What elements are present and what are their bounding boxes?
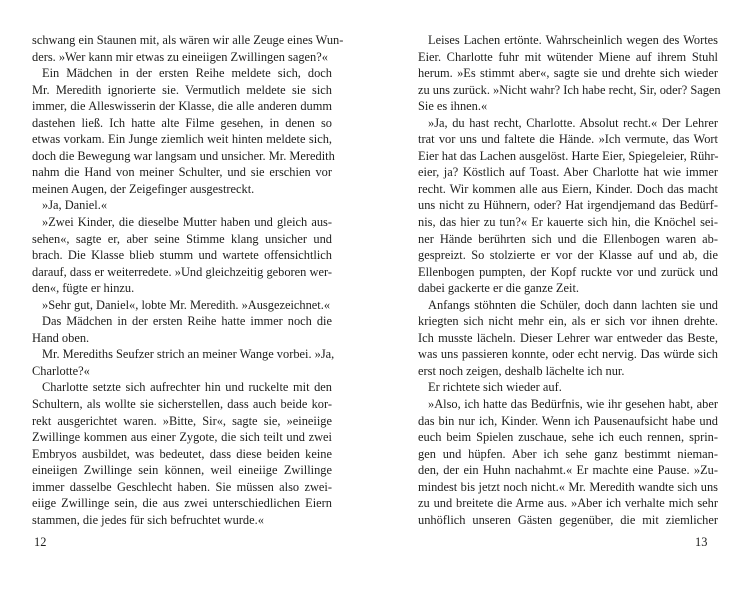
text-line: dastehen ließ. Ich hatte alte Filme gesehen, in denen so	[32, 115, 332, 130]
text-line: brach. Die Klasse blieb stumm und wartete offensichtlich	[32, 248, 332, 263]
text-line: darauf, dass er weiterredete. »Und gleichzeitig geboren wer-	[32, 264, 332, 279]
text-line: trat vor uns und faltete die Hände. »Ich vermute, das Wort	[418, 132, 718, 147]
text-line: eiige Zwillinge sein, die aus zwei unterschiedlichen Eiern	[32, 496, 332, 511]
text-line: sehen«, sagte er, aber seine Stimme klang unsicher und	[32, 231, 332, 246]
text-line: herum. »Es stimmt aber«, sagte sie und drehte sich wieder	[418, 66, 718, 81]
text-line: rekt ausgerichtet waren. »Bitte, Sir«, sagte sie, »eineiige	[32, 413, 332, 428]
text-line: kriegten sich nicht mehr ein, als er sich vor ihnen drehte.	[418, 314, 718, 329]
text-line: »Also, ich hatte das Bedürfnis, wie ihr gesehen habt, aber	[428, 397, 718, 412]
left-page-number: 12	[34, 535, 47, 549]
text-line: Eier. Charlotte fuhr mit wütender Miene auf ihrem Stuhl	[418, 49, 718, 64]
text-line: doch die Bewegung war langsam und unsicher. Mr. Meredith	[32, 148, 335, 163]
text-line: Das Mädchen in der ersten Reihe hatte immer noch die	[42, 314, 332, 329]
text-line: erst noch zeigen, deshalb lächelte ich nur.	[418, 363, 625, 378]
text-line: stammen, die jedes für sich befruchtet wurde.«	[32, 512, 264, 527]
text-line: eier, ja? Köstlich auf Toast. Aber Charlotte hat wie immer	[418, 165, 718, 180]
text-line: Ich musste lächeln. Dieser Lehrer war entweder das Beste,	[418, 330, 718, 345]
right-page-text	[418, 32, 721, 528]
text-line: Leises Lachen ertönte. Wahrscheinlich wegen des Wortes	[428, 33, 718, 47]
right-page	[375, 0, 750, 598]
text-line: dabei gackerte er die ganze Zeit.	[418, 281, 579, 296]
text-line: Eier hat das Lachen ausgelöst. Harte Eier, Spiegeleier, Rühr-	[418, 148, 719, 163]
text-line: »Ja, du hast recht, Charlotte. Absolut recht.« Der Lehrer	[428, 115, 718, 130]
text-line: was uns passieren konnte, oder echt nervig. Das würde sich	[418, 347, 718, 362]
text-line: ner Hände berührten sich und die Ellenbogen waren ab-	[418, 231, 718, 246]
text-line: ders. »Wer kann mir etwas zu eineiigen Zwillingen sagen?«	[32, 49, 328, 64]
text-line: zu uns zurück. »Nicht wahr? Ich habe recht, Sir, oder? Sagen	[418, 82, 721, 97]
text-line: »Ja, Daniel.«	[42, 198, 108, 213]
text-line: Er richtete sich wieder auf.	[428, 380, 562, 395]
text-line: nis, das hier zu tun?« Er kauerte sich hin, die Knöchel sei-	[418, 215, 718, 230]
text-line: Charlotte?«	[32, 363, 90, 378]
text-line: immer, die Alleswisserin der Klasse, die alle anderen dumm	[32, 99, 332, 114]
text-line: Mr. Meredith ignorierte sie. Vermutlich meldete sie sich	[32, 82, 332, 97]
text-line: nahm die Hand von meiner Schulter, und sie erschien vor	[32, 165, 332, 180]
text-line: Mr. Merediths Seufzer strich an meiner Wange vorbei. »Ja,	[42, 347, 335, 362]
text-line: mindest bis jetzt noch nicht.« Mr. Meredith wandte sich uns	[418, 479, 718, 494]
text-line: das bin nur ich, Kinder. Wenn ich Pausenaufsicht habe und	[418, 413, 718, 428]
text-line: den, der ein Huhn nachahmt.« Er machte eine Pause. »Zu-	[418, 463, 718, 478]
text-line: gen und hüpfen. Aber ich sehe ganz bestimmt nieman-	[418, 446, 718, 461]
text-line: euch beim Spielen zuschaue, sehe ich euch rennen, sprin-	[418, 430, 718, 445]
text-line: schwang ein Staunen mit, als wären wir alle Zeuge eines Wun-	[32, 33, 344, 47]
text-line: Sie es ihnen.«	[418, 99, 488, 114]
text-line: gespreizt. So stolzierte er vor der Klasse auf und ab, die	[418, 248, 718, 263]
text-line: »Sehr gut, Daniel«, lobte Mr. Meredith. »Ausgezeichnet.«	[42, 297, 331, 312]
text-line: immer dasselbe Geschlecht haben. Sie müssen also zwei-	[32, 479, 332, 494]
text-line: eineiigen Zwillinge sein können, weil eineiige Zwillinge	[32, 463, 332, 478]
text-line: uns nicht zu Hühnern, oder? Hat irgendjemand das Bedürf-	[418, 198, 718, 213]
text-line: etwas vorkam. Ein Junge ziemlich weit hinten meldete sich,	[32, 132, 332, 147]
text-line: zu und breitete die Arme aus. »Aber ich verhalte mich sehr	[418, 496, 718, 511]
text-line: Hand oben.	[32, 330, 90, 345]
right-page-number: 13	[695, 535, 708, 549]
text-line: unhöflich unseren Gästen gegenüber, die mit ziemlicher	[418, 512, 718, 527]
left-page-text	[32, 32, 344, 528]
text-line: Schultern, als wollte sie sicherstellen, dass auch beide kor-	[32, 397, 332, 412]
text-line: »Zwei Kinder, die dieselbe Mutter haben und gleich aus-	[42, 215, 332, 230]
text-line: Ein Mädchen in der ersten Reihe meldete sich, doch	[42, 66, 332, 81]
text-line: Anfangs stöhnten die Schüler, doch dann lachten sie und	[428, 297, 718, 312]
text-line: meinen Augen, der Zeigefinger ausgestreckt.	[32, 181, 255, 196]
text-line: recht. Wir kommen alle aus Eiern, Kinder. Doch das macht	[418, 181, 718, 196]
text-line: Charlotte setzte sich aufrechter hin und ruckelte mit den	[42, 380, 332, 395]
text-line: Embryos ausbildet, was bedeutet, dass diese beiden keine	[32, 446, 332, 461]
text-line: Zwillinge kommen aus einer Zygote, die sich teilt und zwei	[32, 430, 332, 445]
text-line: Ellenbogen pumpten, der Kopf ruckte vor und zurück und	[418, 264, 718, 279]
text-line: den«, fügte er hinzu.	[32, 281, 135, 296]
